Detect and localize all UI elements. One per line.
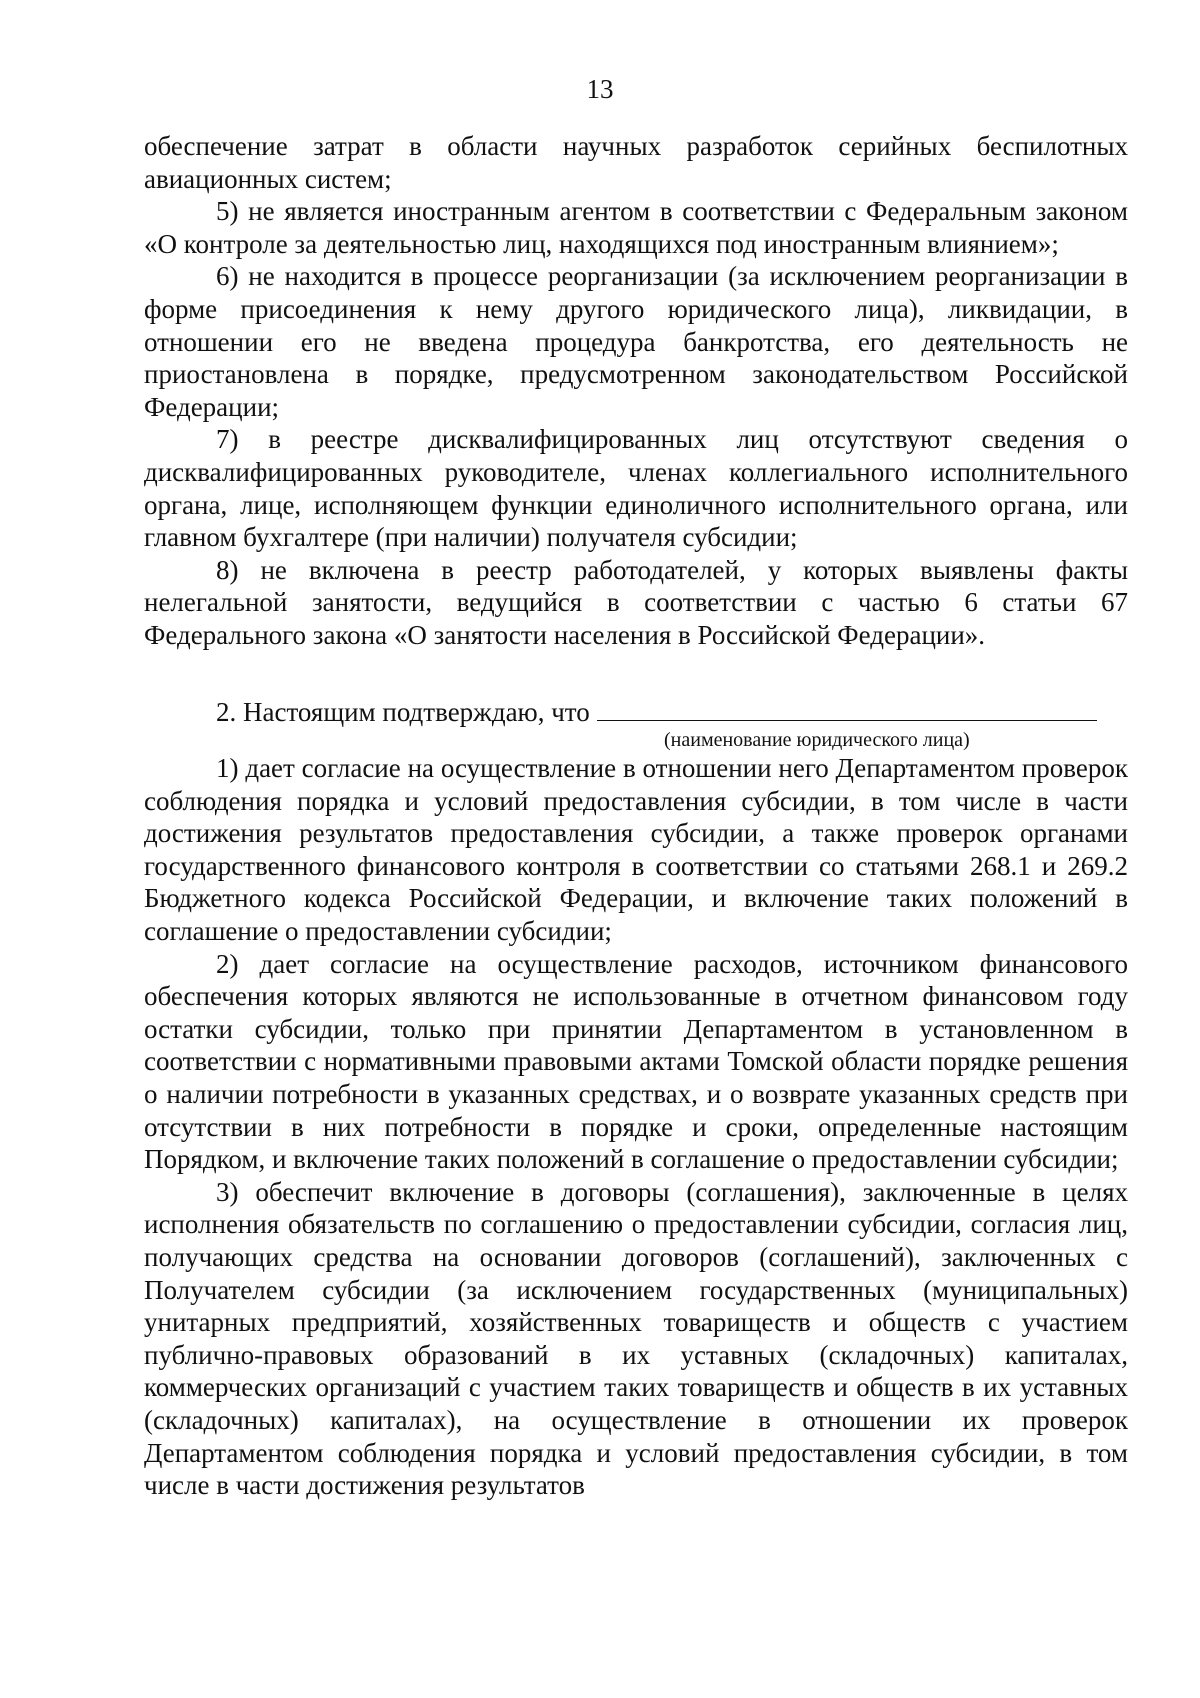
paragraph-consent-2: 2) дает согласие на осуществление расходов, источником финансового обеспечения которых являются не использованные в отчетном финансовом году остатки субсидии, только при принятии Департаментом в установленном в соответствии с нормативными правовыми актами Томской области порядке решения о наличии потребности в указанных средствах, и о возврате указанных средств при отсутствии в них потребности в порядке и сроки, определенные настоящим Порядком, и включение таких положений в соглашение о предоставлении субсидии; bbox=[144, 948, 1128, 1175]
paragraph-consent-3: 3) обеспечит включение в договоры (соглашения), заключенные в целях исполнения обязательств по соглашению о предоставлении субсидии, согласия лиц, получающих средства на основании договоров (соглашений), заключенных с Получателем субсидии (за исключением государственных (муниципальных) унитарных предприятий, хозяйственных товариществ и обществ с участием публично-правовых образований в их уставных (складочных) капиталах, коммерческих организаций с участием таких товариществ и обществ в их уставных (складочных) капиталах), на осуществление в отношении их проверок Департаментом соблюдения порядка и условий предоставления субсидии, в том числе в части достижения результатов bbox=[144, 1176, 1128, 1501]
paragraph-item-7: 7) в реестре дисквалифицированных лиц отсутствуют сведения о дисквалифицированных руководителе, членах коллегиального исполнительного органа, лице, исполняющем функции единоличного исполнительного органа, или главном бухгалтере (при наличии) получателя субсидии; bbox=[144, 424, 1128, 553]
section-2-heading bbox=[144, 696, 1128, 729]
paragraph-consent-1: 1) дает согласие на осуществление в отношении него Департаментом проверок соблюдения порядка и условий предоставления субсидии, в том числе в части достижения результатов предоставления субсидии, а также проверок органами государственного финансового контроля в соответствии со статьями 268.1 и 269.2 Бюджетного кодекса Российской Федерации, и включение таких положений в соглашение о предоставлении субсидии; bbox=[144, 753, 1128, 947]
page-number: 13 bbox=[586, 74, 614, 104]
document-body bbox=[144, 130, 1128, 1502]
legal-entity-caption: (наименование юридического лица) bbox=[664, 729, 970, 752]
paragraph-item-5: 5) не является иностранным агентом в соответствии с Федеральным законом «О контроле за деятельностью лиц, находящихся под иностранным влиянием»; bbox=[144, 196, 1128, 259]
paragraph-item-8: 8) не включена в реестр работодателей, у которых выявлены факты нелегальной занятости, ведущийся в соответствии с частью 6 статьи 67 Федерального закона «О занятости населения в Российской Федерации». bbox=[144, 554, 1128, 650]
legal-entity-blank bbox=[597, 696, 1097, 721]
paragraph-continuation: обеспечение затрат в области научных разработок серийных беспилотных авиационных систем; bbox=[144, 131, 1128, 194]
section-gap bbox=[144, 652, 1128, 696]
paragraph-item-6: 6) не находится в процессе реорганизации (за исключением реорганизации в форме присоединения к нему другого юридического лица), ликвидации, в отношении его не введена процедура банкротства, его деятельность не приостановлена в порядке, предусмотренном законодательством Российской Федерации; bbox=[144, 261, 1128, 422]
section-2-lead: 2. Настоящим подтверждаю, что bbox=[216, 696, 590, 727]
